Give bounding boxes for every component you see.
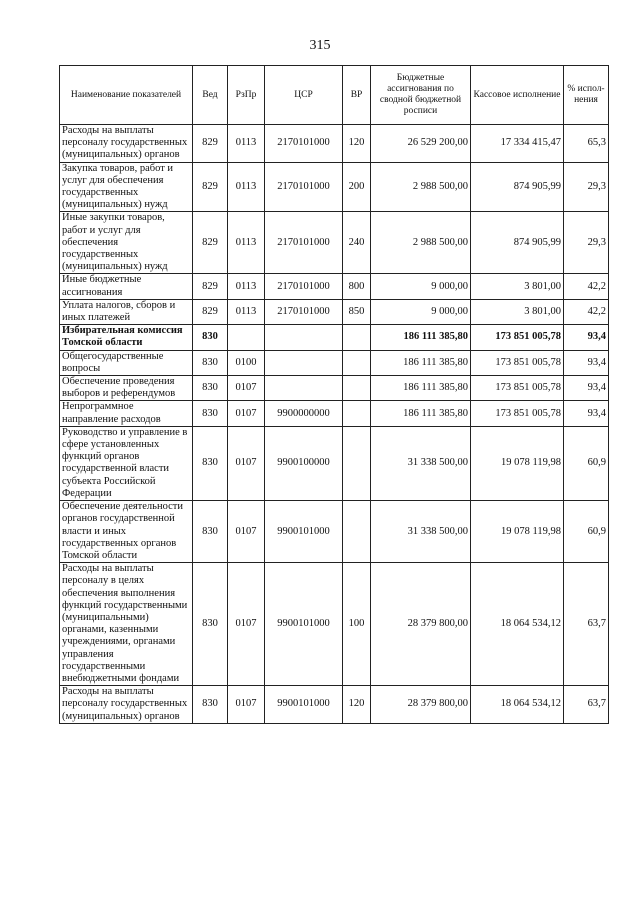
row-cash-execution: 874 905,99	[471, 162, 564, 212]
header-cash-execution: Кассовое исполнение	[471, 66, 564, 125]
table-row	[60, 125, 609, 163]
row-percent: 93,4	[564, 376, 609, 401]
row-cash-execution: 19 078 119,98	[471, 426, 564, 500]
row-csr: 9900101000	[265, 686, 343, 724]
row-cash-execution: 18 064 534,12	[471, 563, 564, 686]
row-assignments: 31 338 500,00	[371, 501, 471, 563]
row-assignments: 9 000,00	[371, 274, 471, 299]
row-rzpr: 0107	[228, 501, 265, 563]
row-percent: 42,2	[564, 274, 609, 299]
row-name: Закупка товаров, работ и услуг для обеспечения государственных (муниципальных) нужд	[60, 162, 193, 212]
row-csr: 2170101000	[265, 274, 343, 299]
page-number: 315	[309, 38, 331, 53]
row-csr: 9900100000	[265, 426, 343, 500]
table-row	[60, 212, 609, 274]
row-rzpr: 0107	[228, 563, 265, 686]
row-rzpr: 0107	[228, 426, 265, 500]
row-csr: 9900101000	[265, 501, 343, 563]
table-body	[60, 125, 609, 724]
row-cash-execution: 3 801,00	[471, 299, 564, 324]
header-percent: % испол-нения	[564, 66, 609, 125]
row-ved: 830	[193, 325, 228, 350]
row-rzpr: 0113	[228, 125, 265, 163]
row-percent: 60,9	[564, 501, 609, 563]
row-name: Расходы на выплаты персоналу в целях обеспечения выполнения функций государственными (муниципальными) органами, казенными учреждениями, органами управления государственными внебюджетными фондами	[60, 563, 193, 686]
row-vr: 850	[343, 299, 371, 324]
table-row	[60, 426, 609, 500]
table-row	[60, 299, 609, 324]
header-rzpr: РзПр	[228, 66, 265, 125]
row-assignments: 28 379 800,00	[371, 563, 471, 686]
row-assignments: 31 338 500,00	[371, 426, 471, 500]
row-vr	[343, 376, 371, 401]
row-vr	[343, 401, 371, 426]
row-assignments: 9 000,00	[371, 299, 471, 324]
row-ved: 829	[193, 274, 228, 299]
table-row	[60, 501, 609, 563]
row-rzpr: 0113	[228, 299, 265, 324]
row-cash-execution: 173 851 005,78	[471, 350, 564, 375]
table-row	[60, 162, 609, 212]
table-header-row	[60, 66, 609, 125]
row-vr: 120	[343, 686, 371, 724]
row-assignments: 28 379 800,00	[371, 686, 471, 724]
row-vr: 120	[343, 125, 371, 163]
header-name: Наименование показателей	[60, 66, 193, 125]
row-percent: 42,2	[564, 299, 609, 324]
row-csr	[265, 376, 343, 401]
header-vr: ВР	[343, 66, 371, 125]
row-rzpr: 0107	[228, 376, 265, 401]
row-name: Уплата налогов, сборов и иных платежей	[60, 299, 193, 324]
row-rzpr: 0100	[228, 350, 265, 375]
row-vr: 200	[343, 162, 371, 212]
row-assignments: 186 111 385,80	[371, 325, 471, 350]
row-name: Избирательная комиссия Томской области	[60, 325, 193, 350]
row-csr	[265, 325, 343, 350]
row-percent: 63,7	[564, 686, 609, 724]
table-row	[60, 686, 609, 724]
row-assignments: 186 111 385,80	[371, 376, 471, 401]
row-vr	[343, 426, 371, 500]
row-percent: 93,4	[564, 325, 609, 350]
table-row	[60, 350, 609, 375]
row-csr: 2170101000	[265, 299, 343, 324]
row-cash-execution: 19 078 119,98	[471, 501, 564, 563]
row-assignments: 186 111 385,80	[371, 350, 471, 375]
row-csr: 2170101000	[265, 125, 343, 163]
row-name: Непрограммное направление расходов	[60, 401, 193, 426]
table-row	[60, 325, 609, 350]
row-cash-execution: 173 851 005,78	[471, 376, 564, 401]
row-name: Иные бюджетные ассигнования	[60, 274, 193, 299]
row-rzpr: 0107	[228, 686, 265, 724]
row-name: Обеспечение проведения выборов и референдумов	[60, 376, 193, 401]
row-assignments: 2 988 500,00	[371, 162, 471, 212]
header-assignments: Бюджетные ассигнования по сводной бюджетной росписи	[371, 66, 471, 125]
row-csr	[265, 350, 343, 375]
row-ved: 830	[193, 350, 228, 375]
row-percent: 63,7	[564, 563, 609, 686]
row-ved: 829	[193, 125, 228, 163]
row-vr	[343, 325, 371, 350]
row-ved: 830	[193, 376, 228, 401]
row-cash-execution: 18 064 534,12	[471, 686, 564, 724]
row-name: Руководство и управление в сфере установленных функций органов государственной власти субъекта Российской Федерации	[60, 426, 193, 500]
row-vr	[343, 350, 371, 375]
row-percent: 29,3	[564, 162, 609, 212]
row-percent: 93,4	[564, 401, 609, 426]
row-vr: 240	[343, 212, 371, 274]
row-cash-execution: 3 801,00	[471, 274, 564, 299]
header-ved: Вед	[193, 66, 228, 125]
table-row	[60, 563, 609, 686]
row-csr: 9900101000	[265, 563, 343, 686]
row-rzpr: 0113	[228, 212, 265, 274]
row-csr: 2170101000	[265, 162, 343, 212]
row-vr: 800	[343, 274, 371, 299]
row-name: Расходы на выплаты персоналу государственных (муниципальных) органов	[60, 686, 193, 724]
row-cash-execution: 17 334 415,47	[471, 125, 564, 163]
table-row	[60, 401, 609, 426]
table-row	[60, 376, 609, 401]
row-ved: 830	[193, 686, 228, 724]
row-ved: 829	[193, 212, 228, 274]
table-row	[60, 274, 609, 299]
row-ved: 830	[193, 501, 228, 563]
row-rzpr	[228, 325, 265, 350]
row-cash-execution: 173 851 005,78	[471, 325, 564, 350]
row-vr	[343, 501, 371, 563]
row-rzpr: 0113	[228, 162, 265, 212]
row-percent: 60,9	[564, 426, 609, 500]
row-rzpr: 0113	[228, 274, 265, 299]
row-cash-execution: 874 905,99	[471, 212, 564, 274]
budget-execution-table	[59, 65, 609, 724]
row-ved: 829	[193, 162, 228, 212]
row-name: Расходы на выплаты персоналу государственных (муниципальных) органов	[60, 125, 193, 163]
row-name: Обеспечение деятельности органов государственной власти и иных государственных органов Томской области	[60, 501, 193, 563]
row-percent: 65,3	[564, 125, 609, 163]
row-csr: 2170101000	[265, 212, 343, 274]
row-ved: 829	[193, 299, 228, 324]
row-percent: 93,4	[564, 350, 609, 375]
row-percent: 29,3	[564, 212, 609, 274]
row-rzpr: 0107	[228, 401, 265, 426]
row-name: Иные закупки товаров, работ и услуг для обеспечения государственных (муниципальных) нужд	[60, 212, 193, 274]
row-ved: 830	[193, 426, 228, 500]
row-assignments: 2 988 500,00	[371, 212, 471, 274]
row-ved: 830	[193, 401, 228, 426]
row-name: Общегосударственные вопросы	[60, 350, 193, 375]
row-assignments: 186 111 385,80	[371, 401, 471, 426]
header-csr: ЦСР	[265, 66, 343, 125]
row-vr: 100	[343, 563, 371, 686]
row-ved: 830	[193, 563, 228, 686]
row-assignments: 26 529 200,00	[371, 125, 471, 163]
row-cash-execution: 173 851 005,78	[471, 401, 564, 426]
row-csr: 9900000000	[265, 401, 343, 426]
